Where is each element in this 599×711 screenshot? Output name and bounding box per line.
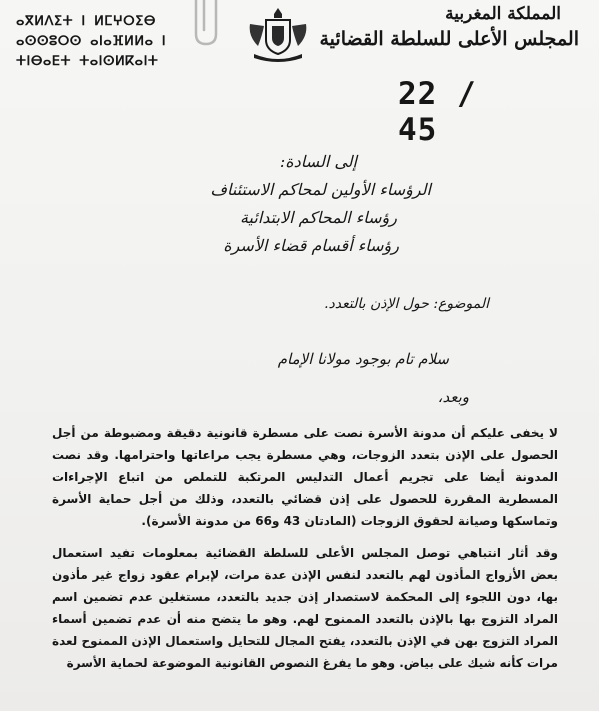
body-paragraph-1: لا يخفى عليكم أن مدونة الأسرة نصت على مسطرة قانونية دقيقة ومضبوطة من أجل الحصول على الإذن بتعدد الزوجات، وهي مسطرة يجب مراعاتها واحترامها. وقد نصت المدونة أيضا على تجريم أعمال التدليس المرتكبة للتملص من اتباع الإجراءات المسطرية المقررة للحصول على إذن قضائي بالتعدد، وذلك من أجل حماية الأسرة وتماسكها وصيانة لحقوق الزوجات (المادتان 43 و66 من مدونة الأسرة). — [52, 426, 558, 528]
arabic-header — [309, 2, 579, 52]
addressee-item: رؤساء أقسام قضاء الأسرة — [223, 236, 399, 255]
addressees-to: إلى السادة: — [279, 152, 357, 171]
reference-number: 22 / 45 — [398, 76, 477, 148]
tifinagh-line-2: ⴰⵙⵙⵓⵔⵙ ⴰⵏⴰⴼⵍⵍⴰ ⵏ ⵜⵏⴱⴰⴹⵜ ⵜⴰⵏⵙⵍⴽⴰⵏⵜ — [16, 34, 167, 69]
tifinagh-line-1: ⴰⴳⵍⴷⵉⵜ ⵏ ⵍⵎⵖⵔⵉⴱ — [16, 14, 156, 29]
subject-line: الموضوع: حول الإذن بالتعدد. — [324, 296, 489, 312]
council-name: المجلس الأعلى للسلطة القضائية — [319, 28, 579, 50]
addressee-item: رؤساء المحاكم الابتدائية — [239, 208, 397, 227]
tifinagh-header — [16, 12, 222, 72]
greeting-line: سلام تام بوجود مولانا الإمام — [277, 350, 449, 368]
addressees-block — [141, 148, 441, 260]
coat-of-arms-icon — [244, 6, 312, 64]
kingdom-name: المملكة المغربية — [445, 4, 561, 24]
body-paragraph-2: وقد أثار انتباهي توصل المجلس الأعلى للسلطة القضائية بمعلومات تفيد استعمال بعض الأزواج المأذون لهم بالتعدد لنفس الإذن عدة مرات، لإبرام عقود زواج غير مأذون بها، دون اللجوء إلى المحكمة لاستصدار إذن جديد بالتعدد، مستغلين عدم تضمين اسم المراد التزوج بها بالإذن بالتعدد الممنوح لهم. وهو ما يتضح منه أن عدم تضمين أسماء المراد التزوج بهن في الإذن بالتعدد، يفتح المجال للتحايل واستعمال الإذن الممنوح لعدة مرات كأنه شيك على بياض. وهو ما يفرغ النصوص القانونية الموضوعة لحماية الأسرة — [52, 546, 558, 670]
opening-line: وبعد، — [437, 388, 469, 406]
addressee-item: الرؤساء الأولين لمحاكم الاستئناف — [210, 180, 431, 199]
